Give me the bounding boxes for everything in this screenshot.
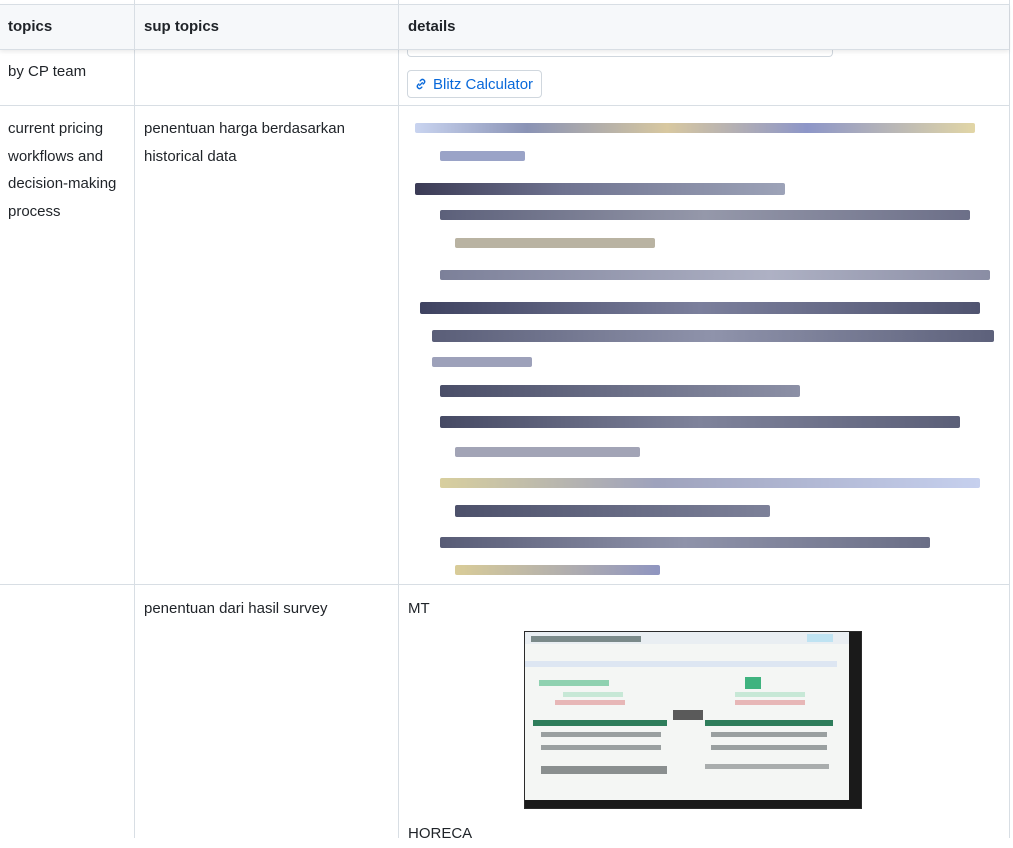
row-divider [0,584,1009,585]
row-divider [0,105,1009,106]
column-divider [134,0,135,838]
header-details: details [408,18,456,35]
link-icon [414,77,428,91]
row3-sup-topic: penentuan dari hasil survey [144,600,328,617]
row2-topic: current pricing workflows and decision-making process [8,120,117,220]
row2-sup-topic: penentuan harga berdasarkan historical data [144,120,345,165]
blitz-calculator-label: Blitz Calculator [433,75,534,93]
header-topics: topics [8,18,53,35]
row3-details-label-2: HORECA [408,825,473,842]
row3-details-label: MT [408,600,430,617]
row1-topic: by CP team [8,63,87,80]
blitz-calculator-link[interactable] [407,70,542,98]
header-sup-topics: sup topics [144,18,220,35]
table-header [0,4,1009,50]
column-divider [398,0,399,838]
screenshot-image[interactable] [524,631,862,809]
